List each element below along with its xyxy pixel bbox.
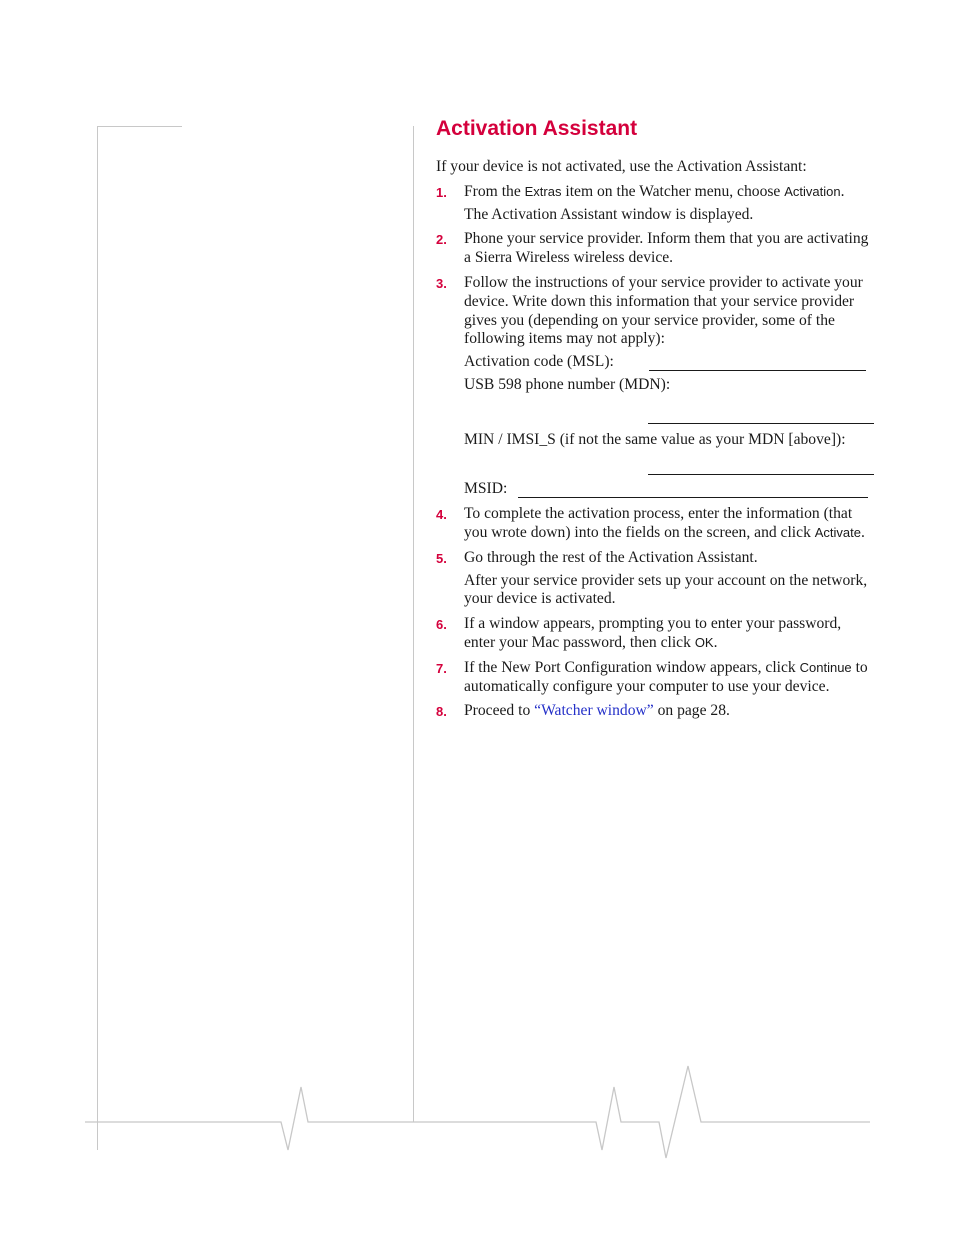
- menu-item-extras: Extras: [524, 183, 562, 199]
- step-text: Phone your service provider. Inform them that you are activating a Sierra Wireless wireless device.: [464, 230, 869, 267]
- step-number: 6.: [436, 617, 447, 633]
- step-note: The Activation Assistant window is displayed.: [464, 205, 754, 223]
- step-7: [436, 659, 876, 697]
- step-number: 5.: [436, 550, 447, 566]
- field-msl: [464, 353, 876, 372]
- step-5: [436, 549, 876, 609]
- step-text: To complete the activation process, enter the information (that you wrote down) into the fields on the screen, and click Activate.: [464, 505, 865, 541]
- step-6: [436, 615, 876, 653]
- section-title: Activation Assistant: [436, 117, 638, 140]
- menu-item-activation: Activation: [784, 183, 841, 199]
- blank-line: [649, 353, 866, 371]
- step-text: From the Extras item on the Watcher menu, choose Activation.: [464, 182, 845, 200]
- field-label: Activation code (MSL):: [464, 353, 614, 371]
- ok-button-ref: OK: [694, 634, 714, 650]
- step-8: [436, 702, 876, 721]
- step-number: 4.: [436, 507, 447, 523]
- step-number: 7.: [436, 660, 447, 676]
- step-3: [436, 274, 876, 499]
- step-text: If a window appears, prompting you to enter your password, enter your Mac password, then click OK.: [464, 615, 842, 651]
- continue-button-ref: Continue: [799, 659, 852, 675]
- step-number: 1.: [436, 184, 447, 200]
- step-text: Go through the rest of the Activation Assistant.: [464, 548, 758, 566]
- step-note: After your service provider sets up your account on the network, your device is activated.: [464, 571, 868, 608]
- field-min-blank: [464, 454, 876, 476]
- step-1: [436, 183, 876, 225]
- field-label: USB 598 phone number (MDN):: [464, 376, 671, 394]
- field-label: MSID:: [464, 480, 508, 498]
- field-min: [464, 431, 876, 450]
- step-text: If the New Port Configuration window appears, click Continue to automatically configure your computer to use your device.: [464, 658, 868, 695]
- step-4: [436, 505, 876, 543]
- step-text: Proceed to “Watcher window” on page 28.: [464, 702, 730, 720]
- intro-paragraph: If your device is not activated, use the Activation Assistant:: [436, 158, 807, 175]
- field-msid: [464, 480, 876, 499]
- activate-button-ref: Activate: [814, 524, 862, 540]
- main-content: [436, 158, 876, 727]
- step-text: Follow the instructions of your service provider to activate your device. Write down this information that your service provider gives you (depending on your service provider, some of the following items may not apply):: [464, 273, 863, 348]
- step-number: 2.: [436, 232, 447, 248]
- field-mdn-blank: [464, 399, 876, 427]
- step-number: 3.: [436, 275, 447, 291]
- blank-line: [518, 480, 868, 498]
- field-mdn: [464, 376, 876, 395]
- watcher-window-link[interactable]: “Watcher window”: [534, 702, 654, 720]
- step-number: 8.: [436, 704, 447, 720]
- field-label: MIN / IMSI_S (if not the same value as your MDN [above]):: [464, 431, 846, 449]
- step-2: [436, 230, 876, 268]
- blank-line: [648, 454, 874, 475]
- blank-line: [648, 399, 874, 424]
